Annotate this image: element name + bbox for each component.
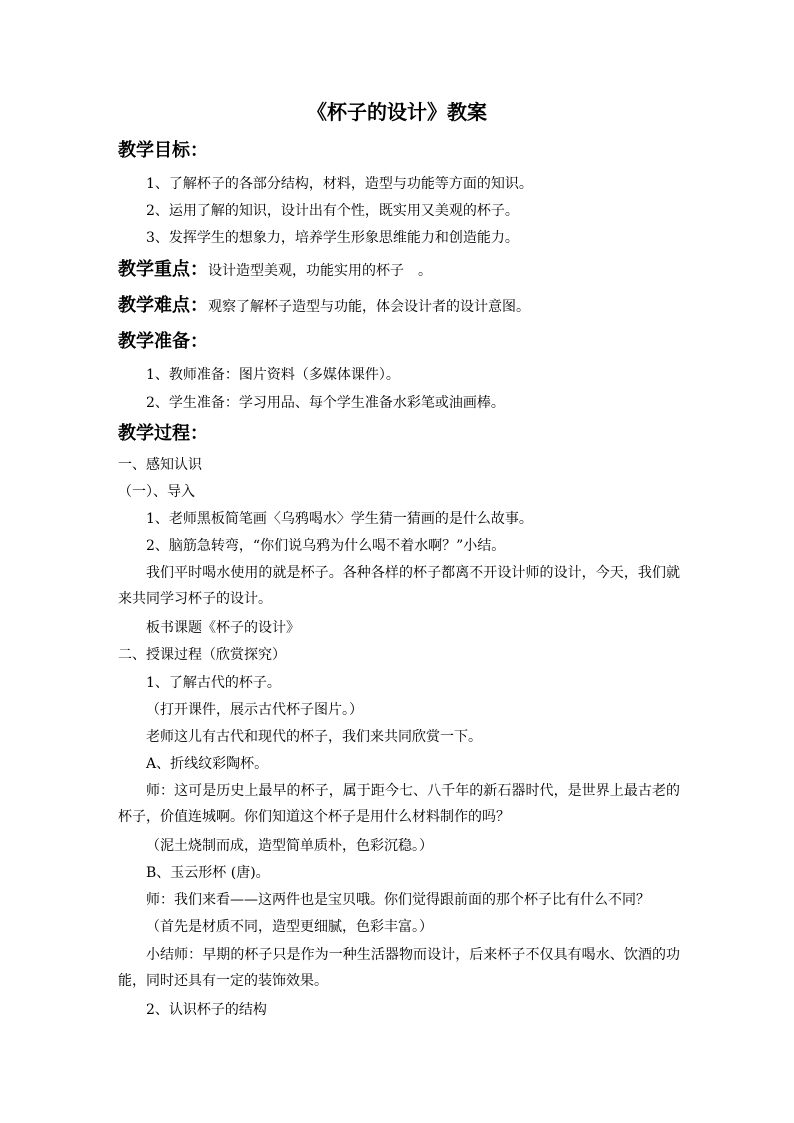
intro-step-1: 1、老师黑板简笔画〈乌鸦喝水〉学生猜一猜画的是什么故事。 [146, 511, 533, 527]
item-a-heading: A、折线纹彩陶杯。 [146, 756, 269, 772]
step-1-note: （打开课件，展示古代杯子图片。） [146, 702, 363, 718]
step-1-heading: 1、了解古代的杯子。 [146, 675, 281, 691]
step-2-heading: 2、认识杯子的结构 [146, 1002, 267, 1018]
prep-heading: 教学准备： [118, 331, 208, 352]
item-b-heading: B、玉云形杯 (唐)。 [146, 865, 270, 881]
summary-paragraph: 小结师：早期的杯子只是作为一种生活器物而设计，后来杯子不仅具有喝水、饮酒的功能，同时还具有一定的装饰效果。 [118, 947, 680, 989]
key-point-heading: 教学重点： [118, 259, 208, 280]
prep-item-2: 2、学生准备：学习用品、每个学生准备水彩笔或油画棒。 [146, 395, 505, 411]
difficulty-line [118, 294, 530, 319]
goals-heading: 教学目标： [118, 140, 208, 161]
difficulty-heading: 教学难点： [118, 295, 208, 316]
section-1-heading: 一、感知认识 [118, 457, 202, 473]
board-title-line: 板书课题《杯子的设计》 [146, 620, 300, 636]
answer-b: （首先是材质不同，造型更细腻，色彩丰富。） [146, 919, 433, 935]
intro-step-2: 2、脑筋急转弯，“你们说乌鸦为什么喝不着水啊？”小结。 [146, 538, 506, 554]
teacher-remark-b: 师：我们来看——这两件也是宝贝哦。你们觉得跟前面的那个杯子比有什么不同？ [146, 892, 650, 908]
document-title: 《杯子的设计》教案 [307, 100, 487, 124]
key-point-text: 设计造型美观，功能实用的杯子 。 [208, 263, 432, 279]
prep-item-1: 1、教师准备：图片资料（多媒体课件）。 [146, 367, 400, 383]
section-1-sub-heading: （一）、导入 [118, 484, 195, 500]
process-heading: 教学过程： [118, 423, 208, 444]
goal-item-1: 1、了解杯子的各部分结构，材料，造型与功能等方面的知识。 [146, 176, 533, 192]
answer-a: （泥土烧制而成，造型简单质朴，色彩沉稳。） [146, 838, 433, 854]
teacher-remark-a: 师：这可是历史上最早的杯子，属于距今七、八千年的新石器时代，是世界上最古老的杯子，价值连城啊。你们知道这个杯子是用什么材料制作的吗？ [118, 783, 680, 825]
key-point-line [118, 258, 432, 283]
intro-paragraph: 我们平时喝水使用的就是杯子。各种各样的杯子都离不开设计师的设计，今天，我们就来共同学习杯子的设计。 [118, 565, 680, 607]
goal-item-2: 2、运用了解的知识，设计出有个性，既实用又美观的杯子。 [146, 203, 519, 219]
step-1-intro: 老师这儿有古代和现代的杯子，我们来共同欣赏一下。 [146, 729, 482, 745]
goal-item-3: 3、发挥学生的想象力，培养学生形象思维能力和创造能力。 [146, 230, 519, 246]
difficulty-text: 观察了解杯子造型与功能，体会设计者的设计意图。 [208, 299, 530, 315]
section-2-heading: 二、授课过程（欣赏探究） [118, 647, 286, 663]
